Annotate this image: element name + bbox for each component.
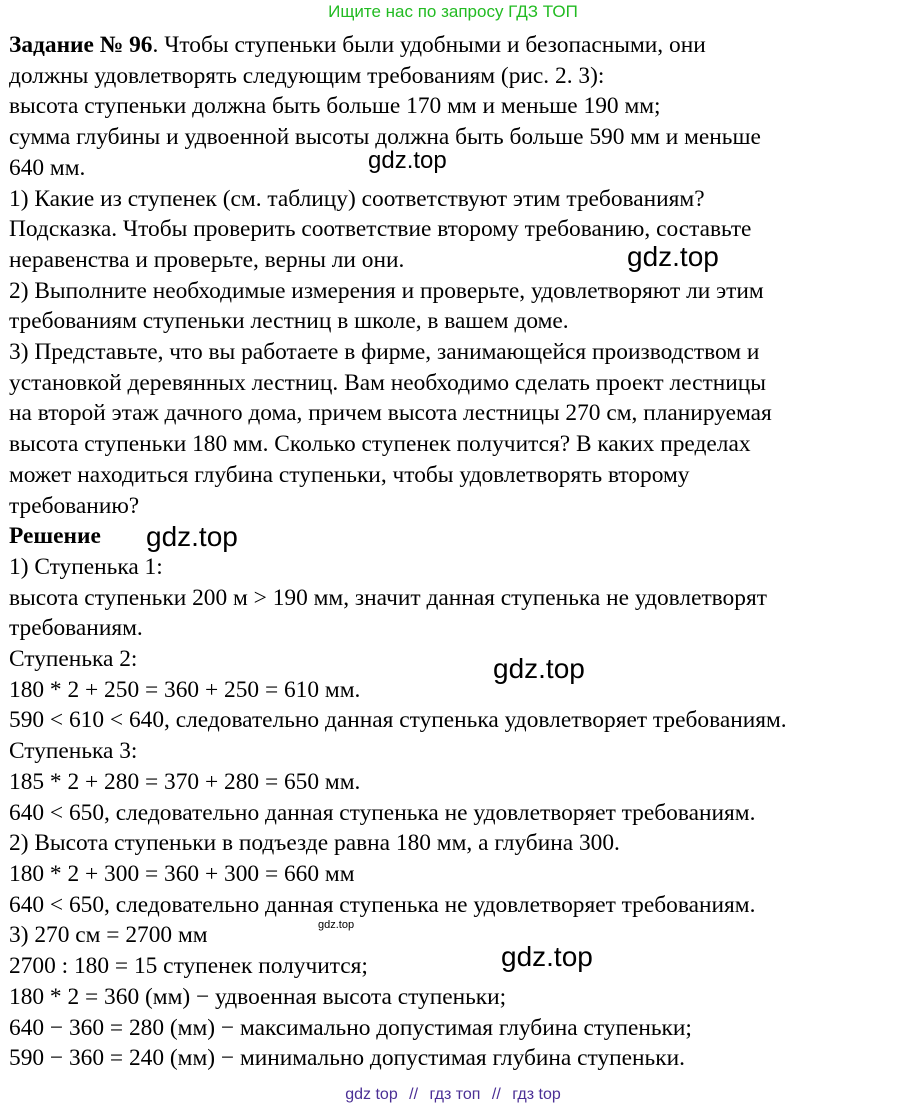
solution-line-16: 640 − 360 = 280 (мм) − максимально допустимая глубина ступеньки;	[9, 1014, 692, 1041]
solution-line-3: требованиям.	[9, 615, 143, 642]
watermark: gdz.top	[627, 241, 719, 272]
task-line-7: Подсказка. Чтобы проверить соответствие второму требованию, составьте	[9, 216, 752, 243]
footer-links	[0, 1086, 906, 1104]
solution-line-4: Ступенька 2:	[9, 646, 138, 673]
task-line-5: 640 мм.	[9, 154, 86, 181]
solution-line-2: высота ступеньки 200 м > 190 мм, значит данная ступенька не удовлетворят	[9, 584, 767, 611]
task-line-11: 3) Представьте, что вы работаете в фирме, занимающейся производством и	[9, 339, 760, 366]
footer-link-3[interactable]: гдз top	[512, 1086, 561, 1103]
watermark: gdz.top	[368, 147, 447, 174]
task-line-12: установкой деревянных лестниц. Вам необходимо сделать проект лестницы	[9, 369, 766, 396]
watermark: gdz.top	[501, 941, 593, 972]
task-line-3: высота ступеньки должна быть больше 170 мм и меньше 190 мм;	[9, 93, 661, 120]
solution-line-8: 185 * 2 + 280 = 370 + 280 = 650 мм.	[9, 768, 361, 795]
task-line-10: требованиям ступеньки лестниц в школе, в вашем доме.	[9, 308, 569, 335]
task-line-16: требованию?	[9, 492, 140, 519]
task-line-8: неравенства и проверьте, верны ли они.	[9, 246, 405, 273]
footer-link-2[interactable]: гдз топ	[429, 1086, 481, 1103]
watermark-small: gdz.top	[318, 919, 355, 931]
footer-link-1[interactable]: gdz top	[345, 1086, 398, 1103]
task-line-6: 1) Какие из ступенек (см. таблицу) соответствуют этим требованиям?	[9, 185, 705, 212]
footer-separator: //	[491, 1086, 501, 1103]
task-line-15: может находиться глубина ступеньки, чтобы удовлетворять второму	[9, 461, 690, 488]
solution-line-6: 590 < 610 < 640, следовательно данная ступенька удовлетворяет требованиям.	[9, 707, 787, 734]
task-line-1: Задание № 96. Чтобы ступеньки были удобными и безопасными, они	[9, 32, 706, 58]
watermark: gdz.top	[493, 653, 585, 684]
solution-line-10: 2) Высота ступеньки в подъезде равна 180 мм, а глубина 300.	[9, 830, 620, 857]
solution-line-11: 180 * 2 + 300 = 360 + 300 = 660 мм	[9, 860, 355, 887]
solution-line-9: 640 < 650, следовательно данная ступенька не удовлетворяет требованиям.	[9, 799, 756, 826]
solution-line-7: Ступенька 3:	[9, 738, 138, 765]
task-line-2: должны удовлетворять следующим требованиям (рис. 2. 3):	[9, 62, 605, 89]
task-title: Задание № 96	[9, 32, 153, 58]
solution-line-14: 2700 : 180 = 15 ступенек получится;	[9, 953, 368, 980]
solution-line-1: 1) Ступенька 1:	[9, 553, 163, 580]
watermark: gdz.top	[146, 521, 238, 552]
task-line-14: высота ступеньки 180 мм. Сколько ступенек получится? В каких пределах	[9, 431, 751, 458]
footer-separator: //	[409, 1086, 419, 1103]
solution-heading: Решение	[9, 523, 101, 550]
solution-line-13: 3) 270 см = 2700 мм	[9, 922, 208, 949]
search-hint-banner: Ищите нас по запросу ГДЗ ТОП	[328, 2, 578, 21]
solution-line-12: 640 < 650, следовательно данная ступенька не удовлетворяет требованиям.	[9, 891, 756, 918]
solution-line-17: 590 − 360 = 240 (мм) − минимально допустимая глубина ступеньки.	[9, 1045, 685, 1072]
solution-line-5: 180 * 2 + 250 = 360 + 250 = 610 мм.	[9, 676, 361, 703]
task-line-4: сумма глубины и удвоенной высоты должна быть больше 590 мм и меньше	[9, 124, 761, 151]
solution-line-15: 180 * 2 = 360 (мм) − удвоенная высота ступеньки;	[9, 983, 507, 1010]
document-body	[9, 30, 901, 1074]
task-line-13: на второй этаж дачного дома, причем высота лестницы 270 см, планируемая	[9, 400, 772, 427]
task-line-9: 2) Выполните необходимые измерения и проверьте, удовлетворяют ли этим	[9, 277, 764, 304]
